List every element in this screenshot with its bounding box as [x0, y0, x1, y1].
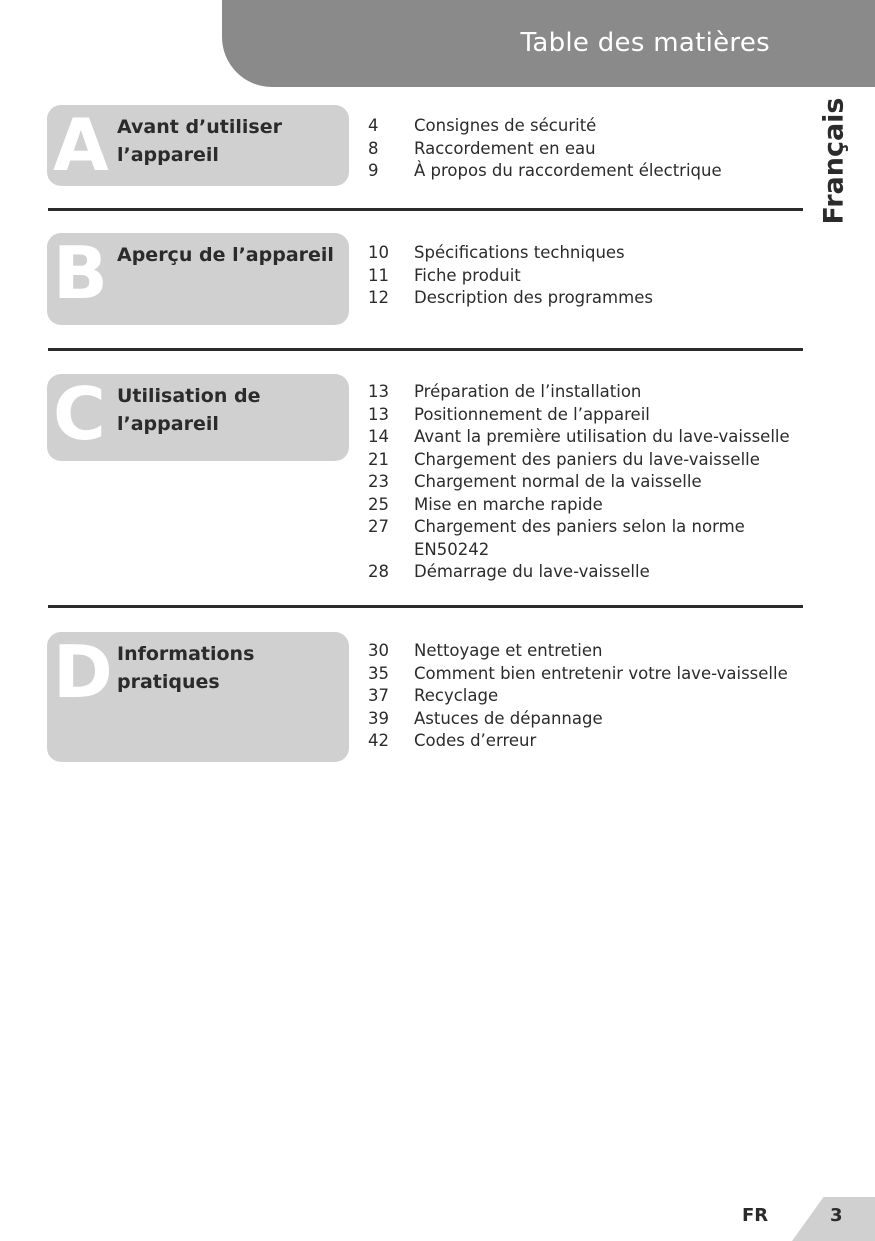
- toc-page: 35: [368, 663, 389, 683]
- language-tab: [806, 96, 862, 226]
- toc-page: 11: [368, 265, 389, 285]
- toc-page: 10: [368, 243, 389, 262]
- header-banner: [222, 0, 875, 87]
- toc-page: 28: [368, 562, 389, 581]
- toc-label: Recyclage: [414, 686, 499, 705]
- section-c-entries: [368, 381, 808, 584]
- toc-label: Chargement normal de la vaisselle: [414, 472, 702, 491]
- toc-entry[interactable]: [368, 640, 808, 663]
- toc-page: 25: [368, 494, 389, 514]
- section-d-letter: D: [53, 630, 113, 714]
- toc-page: 12: [368, 288, 389, 307]
- toc-entry[interactable]: [368, 685, 808, 708]
- toc-entry[interactable]: [368, 516, 808, 561]
- toc-label: Description des programmes: [414, 288, 653, 307]
- section-a-letter: A: [53, 103, 109, 187]
- toc-label: Positionnement de l’appareil: [414, 404, 650, 424]
- toc-label: Spécifications techniques: [414, 243, 625, 262]
- toc-label: Nettoyage et entretien: [414, 641, 603, 660]
- toc-page: 42: [368, 731, 389, 750]
- section-c-title: Utilisation de l’appareil: [117, 385, 261, 435]
- toc-entry[interactable]: [368, 494, 808, 517]
- section-b-title: Aperçu de l’appareil: [117, 244, 334, 266]
- toc-entry[interactable]: [368, 426, 808, 449]
- toc-entry[interactable]: [368, 449, 808, 472]
- footer-language-code: FR: [742, 1205, 769, 1226]
- toc-page: 13: [368, 382, 389, 401]
- toc-entry[interactable]: [368, 160, 808, 183]
- toc-entry[interactable]: [368, 663, 808, 686]
- toc-entry[interactable]: [368, 115, 808, 138]
- section-d-box: [47, 632, 349, 762]
- section-a-title: Avant d’utiliser l’appareil: [117, 116, 282, 166]
- toc-label: Raccordement en eau: [414, 138, 596, 158]
- toc-label: Comment bien entretenir votre lave-vaisselle: [414, 663, 788, 683]
- toc-label: Codes d’erreur: [414, 731, 537, 750]
- toc-label: Chargement des paniers du lave-vaisselle: [414, 449, 760, 469]
- section-b-letter: B: [53, 231, 108, 315]
- toc-label: Démarrage du lave-vaisselle: [414, 562, 650, 581]
- page-title: Table des matières: [520, 28, 770, 58]
- toc-entry[interactable]: [368, 287, 808, 310]
- toc-page: 23: [368, 472, 389, 491]
- toc-label: Chargement des paniers selon la norme EN50242: [414, 517, 745, 559]
- toc-page: 37: [368, 686, 389, 705]
- section-divider: [48, 208, 803, 211]
- section-divider: [48, 605, 803, 608]
- toc-label: Astuces de dépannage: [414, 708, 603, 728]
- section-c-box: [47, 374, 349, 461]
- section-a-entries: [368, 115, 808, 183]
- toc-label: Fiche produit: [414, 265, 521, 285]
- toc-page: 4: [368, 116, 379, 135]
- page-number: 3: [830, 1205, 843, 1226]
- toc-page: 39: [368, 708, 389, 728]
- toc-label: Consignes de sécurité: [414, 116, 597, 135]
- toc-page: 8: [368, 138, 379, 158]
- toc-label: Préparation de l’installation: [414, 382, 642, 401]
- toc-entry[interactable]: [368, 265, 808, 288]
- toc-entry[interactable]: [368, 730, 808, 753]
- toc-label: Avant la première utilisation du lave-vaisselle: [414, 427, 790, 446]
- toc-entry[interactable]: [368, 242, 808, 265]
- section-d-title: Informations pratiques: [117, 643, 255, 693]
- toc-entry[interactable]: [368, 404, 808, 427]
- toc-page: 27: [368, 517, 389, 536]
- section-b-entries: [368, 242, 808, 310]
- toc-label: À propos du raccordement électrique: [414, 161, 722, 180]
- toc-entry[interactable]: [368, 708, 808, 731]
- toc-page: 9: [368, 161, 379, 180]
- section-d-entries: [368, 640, 808, 753]
- toc-page: 21: [368, 449, 389, 469]
- toc-entry[interactable]: [368, 381, 808, 404]
- toc-page: 30: [368, 641, 389, 660]
- toc-page: 14: [368, 427, 389, 446]
- section-b-box: [47, 233, 349, 325]
- language-label: Français: [818, 97, 850, 225]
- section-c-letter: C: [53, 372, 106, 456]
- section-divider: [48, 348, 803, 351]
- toc-label: Mise en marche rapide: [414, 494, 603, 514]
- toc-entry[interactable]: [368, 138, 808, 161]
- toc-entry[interactable]: [368, 561, 808, 584]
- toc-entry[interactable]: [368, 471, 808, 494]
- toc-page: 13: [368, 404, 389, 424]
- section-a-box: [47, 105, 349, 186]
